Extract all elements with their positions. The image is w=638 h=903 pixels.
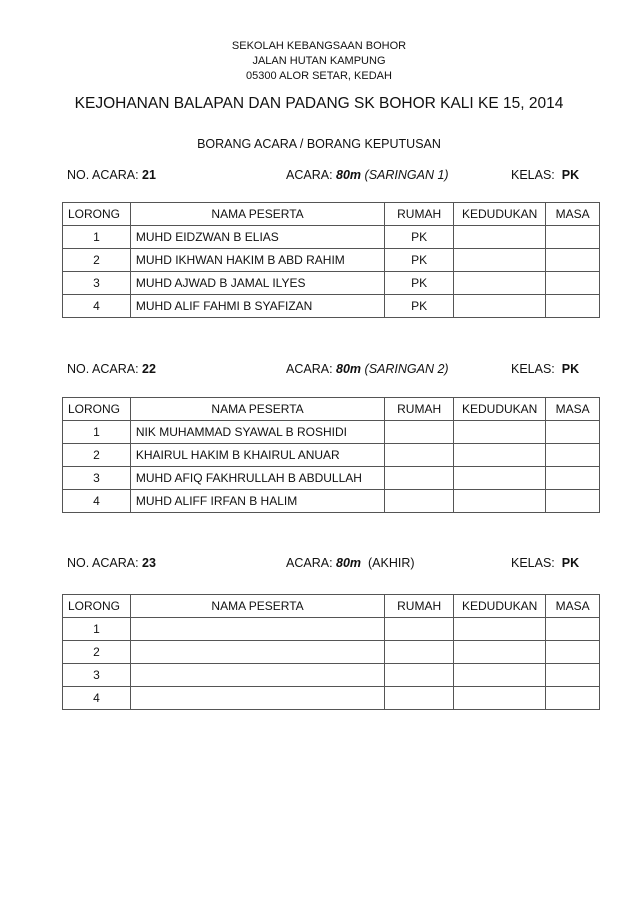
- col-lorong: LORONG: [63, 203, 131, 226]
- time-cell: [546, 226, 600, 249]
- name-cell: MUHD AJWAD B JAMAL ILYES: [130, 272, 384, 295]
- col-kedudukan: KEDUDUKAN: [454, 203, 546, 226]
- position-cell: [454, 687, 546, 710]
- time-cell: [546, 664, 600, 687]
- table-row: [63, 272, 600, 295]
- table-header-row: [63, 203, 600, 226]
- name-cell: [130, 687, 384, 710]
- table-row: [63, 249, 600, 272]
- position-cell: [454, 444, 546, 467]
- time-cell: [546, 467, 600, 490]
- name-cell: MUHD IKHWAN HAKIM B ABD RAHIM: [130, 249, 384, 272]
- col-masa: MASA: [546, 398, 600, 421]
- lane-cell: 4: [63, 687, 131, 710]
- col-rumah: RUMAH: [385, 203, 454, 226]
- house-cell: [385, 444, 454, 467]
- lane-cell: 2: [63, 444, 131, 467]
- time-cell: [546, 444, 600, 467]
- lane-cell: 3: [63, 467, 131, 490]
- name-cell: [130, 664, 384, 687]
- event-number: NO. ACARA: 21: [67, 168, 156, 182]
- event-class: KELAS: PK: [511, 362, 580, 376]
- event-name: ACARA: 80m (AKHIR): [286, 556, 415, 570]
- house-cell: PK: [385, 272, 454, 295]
- name-cell: KHAIRUL HAKIM B KHAIRUL ANUAR: [130, 444, 384, 467]
- position-cell: [454, 618, 546, 641]
- position-cell: [454, 467, 546, 490]
- document-subtitle: BORANG ACARA / BORANG KEPUTUSAN: [197, 137, 441, 151]
- document-title: KEJOHANAN BALAPAN DAN PADANG SK BOHOR KALI KE 15, 2014: [74, 95, 564, 112]
- table-header-row: [63, 398, 600, 421]
- name-cell: [130, 618, 384, 641]
- position-cell: [454, 295, 546, 318]
- time-cell: [546, 641, 600, 664]
- time-cell: [546, 249, 600, 272]
- event-class: KELAS: PK: [511, 556, 580, 570]
- house-cell: [385, 421, 454, 444]
- time-cell: [546, 295, 600, 318]
- lane-cell: 3: [63, 272, 131, 295]
- house-cell: PK: [385, 226, 454, 249]
- table-row: [63, 467, 600, 490]
- col-masa: MASA: [546, 595, 600, 618]
- lane-cell: 3: [63, 664, 131, 687]
- time-cell: [546, 421, 600, 444]
- col-nama: NAMA PESERTA: [130, 595, 384, 618]
- position-cell: [454, 641, 546, 664]
- table-row: [63, 421, 600, 444]
- lane-cell: 2: [63, 249, 131, 272]
- event-name: ACARA: 80m (SARINGAN 1): [286, 168, 449, 182]
- col-lorong: LORONG: [63, 595, 131, 618]
- col-nama: NAMA PESERTA: [130, 203, 384, 226]
- name-cell: MUHD ALIF FAHMI B SYAFIZAN: [130, 295, 384, 318]
- lane-cell: 1: [63, 618, 131, 641]
- event-number: NO. ACARA: 22: [67, 362, 156, 376]
- name-cell: MUHD ALIFF IRFAN B HALIM: [130, 490, 384, 513]
- event-header: [67, 362, 607, 380]
- position-cell: [454, 272, 546, 295]
- school-name: SEKOLAH KEBANGSAAN BOHOR: [231, 40, 407, 52]
- lane-cell: 2: [63, 641, 131, 664]
- lane-cell: 1: [63, 226, 131, 249]
- event-number: NO. ACARA: 23: [67, 556, 156, 570]
- lane-cell: 4: [63, 490, 131, 513]
- col-masa: MASA: [546, 203, 600, 226]
- event-header: [67, 556, 607, 574]
- table-header-row: [63, 595, 600, 618]
- position-cell: [454, 421, 546, 444]
- name-cell: MUHD AFIQ FAKHRULLAH B ABDULLAH: [130, 467, 384, 490]
- time-cell: [546, 687, 600, 710]
- lane-cell: 4: [63, 295, 131, 318]
- table-row: [63, 641, 600, 664]
- col-lorong: LORONG: [63, 398, 131, 421]
- heat-table: [62, 594, 600, 710]
- col-nama: NAMA PESERTA: [130, 398, 384, 421]
- event-class: KELAS: PK: [511, 168, 580, 182]
- table-row: [63, 295, 600, 318]
- house-cell: [385, 687, 454, 710]
- table-row: [63, 687, 600, 710]
- table-row: [63, 444, 600, 467]
- col-rumah: RUMAH: [385, 398, 454, 421]
- school-street: JALAN HUTAN KAMPUNG: [252, 55, 386, 67]
- table-row: [63, 618, 600, 641]
- house-cell: [385, 618, 454, 641]
- heat-table: [62, 397, 600, 513]
- col-kedudukan: KEDUDUKAN: [454, 595, 546, 618]
- house-cell: [385, 490, 454, 513]
- house-cell: PK: [385, 249, 454, 272]
- name-cell: MUHD EIDZWAN B ELIAS: [130, 226, 384, 249]
- time-cell: [546, 490, 600, 513]
- heat-table: [62, 202, 600, 318]
- house-cell: [385, 467, 454, 490]
- lane-cell: 1: [63, 421, 131, 444]
- table-row: [63, 664, 600, 687]
- time-cell: [546, 618, 600, 641]
- event-header: [67, 168, 607, 186]
- event-name: ACARA: 80m (SARINGAN 2): [286, 362, 449, 376]
- school-postcode: 05300 ALOR SETAR, KEDAH: [246, 70, 392, 82]
- position-cell: [454, 249, 546, 272]
- col-kedudukan: KEDUDUKAN: [454, 398, 546, 421]
- table-row: [63, 490, 600, 513]
- position-cell: [454, 490, 546, 513]
- position-cell: [454, 226, 546, 249]
- house-cell: [385, 664, 454, 687]
- name-cell: [130, 641, 384, 664]
- position-cell: [454, 664, 546, 687]
- house-cell: [385, 641, 454, 664]
- col-rumah: RUMAH: [385, 595, 454, 618]
- name-cell: NIK MUHAMMAD SYAWAL B ROSHIDI: [130, 421, 384, 444]
- time-cell: [546, 272, 600, 295]
- house-cell: PK: [385, 295, 454, 318]
- table-row: [63, 226, 600, 249]
